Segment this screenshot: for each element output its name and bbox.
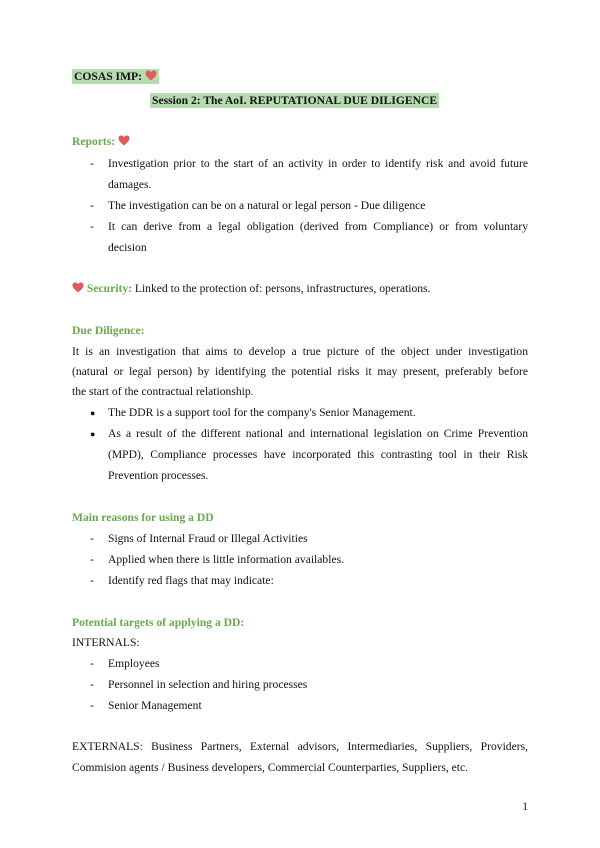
list-item: The investigation can be on a natural or legal person - Due diligence [108,199,426,212]
dash-marker: - [90,532,94,545]
list-item: Signs of Internal Fraud or Illegal Activities [108,532,308,545]
list-item: Senior Management [108,699,202,712]
externals-line: EXTERNALS: Business Partners, External advisors, Intermediaries, Suppliers, Providers, [72,740,528,753]
dash-marker: - [90,157,94,170]
paragraph-line: It is an investigation that aims to develop a true picture of the object under investigation [72,345,528,358]
list-item: Applied when there is little information availables. [108,553,344,566]
list-item: Employees [108,657,160,670]
security-text: Linked to the protection of: persons, infrastructures, operations. [131,282,431,295]
dash-marker: - [90,657,94,670]
list-item: As a result of the different national and international legislation on Crime Prevention [108,427,528,440]
dash-marker: - [90,699,94,712]
list-item: (MPD), Compliance processes have incorporated this contrasting tool in their Risk [108,448,528,461]
due-diligence-heading: Due Diligence: [72,324,145,337]
list-item: damages. [108,178,152,191]
externals-line: Commision agents / Business developers, Commercial Counterparties, Suppliers, etc. [72,761,469,774]
paragraph-line: (natural or legal person) by identifying the potential risks it may present, preferably before [72,365,528,378]
bullet-marker: ● [90,408,96,418]
bullet-marker: ● [90,429,96,439]
dash-marker: - [90,199,94,212]
heart-icon [145,70,157,81]
list-item: Personnel in selection and hiring processes [108,678,308,691]
dash-marker: - [90,678,94,691]
list-item: Identify red flags that may indicate: [108,574,274,587]
list-item: decision [108,241,147,254]
paragraph-line: the start of the contractual relationship. [72,385,254,398]
security-label: Security: [86,282,132,295]
internals-label: INTERNALS: [72,636,140,649]
security-line [72,282,430,295]
main-reasons-heading: Main reasons for using a DD [72,511,214,524]
list-item: Prevention processes. [108,469,209,482]
dash-marker: - [90,553,94,566]
dash-marker: - [90,574,94,587]
heart-icon [72,282,84,293]
list-item: The DDR is a support tool for the company's Senior Management. [108,406,416,419]
page-number: 1 [522,800,528,813]
dash-marker: - [90,220,94,233]
list-item: It can derive from a legal obligation (derived from Compliance) or from voluntary [108,220,528,233]
doc-title: COSAS IMP: [72,70,159,83]
list-item: Investigation prior to the start of an activity in order to identify risk and avoid future [108,157,528,170]
targets-heading: Potential targets of applying a DD: [72,616,245,629]
reports-heading: Reports: [72,135,130,148]
heart-icon [118,135,130,146]
session-title: Session 2: The AoI. REPUTATIONAL DUE DILIGENCE [152,94,438,107]
